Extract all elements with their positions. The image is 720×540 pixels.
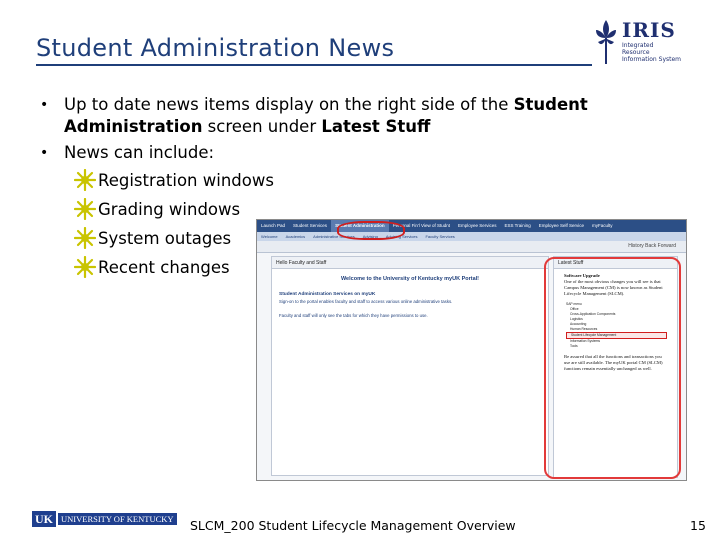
- subtab-advising-services[interactable]: Advising Services: [385, 234, 418, 239]
- tree-node: Accounting: [570, 322, 587, 326]
- iris-flower-icon: [592, 16, 620, 66]
- highlight-circle: [337, 221, 405, 240]
- iris-logo: [592, 14, 692, 70]
- list-item: [74, 195, 274, 224]
- tree-node: Cross-Application Components: [570, 312, 616, 316]
- tree-node: Office: [570, 307, 579, 311]
- portal-sub-nav: [257, 232, 686, 241]
- title-underline: [36, 64, 592, 66]
- starburst-icon: [74, 198, 96, 220]
- page-number: 15: [690, 518, 706, 533]
- tree-node: Human Resources: [570, 327, 598, 331]
- faculty-note: Faculty and staff will only see the tabs for which they have permissions to use.: [279, 313, 428, 318]
- tree-node: Logistics: [570, 317, 583, 321]
- slide-title: Student Administration News: [36, 34, 395, 62]
- bullet-dot: •: [40, 145, 49, 161]
- news-text: Be assured that all the functions and transactions you use are still available. The myUK portal CM (SLCM) functions remain essentially unchanged as well.: [564, 354, 663, 371]
- tree-node: Information Systems: [570, 339, 601, 343]
- bullet-text: Up to date news items display on the right side of the: [64, 95, 514, 114]
- subtab-welcome[interactable]: Welcome: [261, 234, 278, 239]
- tab-personal-view[interactable]: Personal Fin'l View of Studnt: [392, 223, 450, 228]
- bullet-bold: Latest Stuff: [321, 117, 431, 136]
- tab-myfaculty[interactable]: myFaculty: [592, 223, 613, 228]
- tree-node: SAP menu: [566, 302, 582, 306]
- history-nav-buttons[interactable]: History Back Forward: [628, 243, 676, 249]
- pane-header: Hello Faculty and Staff: [272, 257, 548, 269]
- news-types-list: [74, 166, 274, 282]
- tab-ess-training[interactable]: ESS Training: [504, 223, 531, 228]
- subtab-administrative-services[interactable]: Administrative Services: [313, 234, 355, 239]
- bullet-item: [40, 142, 640, 164]
- tree-node: Tools: [570, 344, 578, 348]
- uk-logo-name: UNIVERSITY OF KENTUCKY: [58, 513, 177, 525]
- portal-main-nav: [257, 220, 686, 232]
- welcome-pane: [271, 256, 549, 476]
- welcome-heading: Welcome to the University of Kentucky myUK Portal!: [340, 276, 480, 282]
- pane-header: Latest Stuff: [554, 257, 677, 269]
- tab-employee-self-service[interactable]: Employee Self Service: [538, 223, 585, 228]
- bullet-bold: Student Administration: [64, 95, 588, 136]
- list-item: [74, 166, 274, 195]
- tab-launch-pad[interactable]: Launch Pad: [261, 223, 286, 228]
- tree-node-selected: Student Lifecycle Management: [566, 332, 667, 339]
- logo-subtitle: Integrated Resource Information System: [622, 42, 682, 63]
- uk-logo-mark: UK: [32, 511, 56, 527]
- subtab-faculty-services[interactable]: Faculty Services: [425, 234, 455, 239]
- list-item-label: Registration windows: [98, 171, 274, 190]
- starburst-icon: [74, 169, 96, 191]
- news-text: One of the most obvious changes you will see is that Campus Management (CM) is now known as Student Lifecycle Management (SLCM).: [564, 279, 663, 296]
- bullet-item: [40, 94, 640, 138]
- subtab-academics[interactable]: Academics: [285, 234, 306, 239]
- bullet-list: [40, 94, 640, 168]
- bullet-dot: •: [40, 97, 49, 113]
- sas-description: Sign-on to the portal enables faculty and staff to access various online administrative tasks.: [279, 299, 453, 304]
- logo-wordmark: IRIS: [622, 18, 676, 42]
- portal-screenshot: [256, 219, 687, 481]
- news-heading: Software Upgrade: [564, 273, 600, 278]
- list-item-label: Recent changes: [98, 258, 230, 277]
- subtab-advising[interactable]: Advising: [362, 234, 378, 239]
- university-logo: [32, 511, 180, 527]
- starburst-icon: [74, 256, 96, 278]
- tab-student-administration[interactable]: Student Administration: [331, 220, 389, 232]
- highlight-outline: [544, 257, 681, 479]
- tab-student-services[interactable]: Student Services: [293, 223, 328, 228]
- tab-employee-services[interactable]: Employee Services: [457, 223, 497, 228]
- portal-toolbar: [257, 241, 686, 253]
- list-item: [74, 224, 274, 253]
- bullet-text: News can include:: [64, 143, 215, 162]
- footer-caption: SLCM_200 Student Lifecycle Management Overview: [190, 518, 516, 533]
- sas-heading: Student Administration Services on myUK: [279, 292, 376, 297]
- list-item-label: Grading windows: [98, 200, 241, 219]
- starburst-icon: [74, 227, 96, 249]
- list-item: [74, 253, 274, 282]
- list-item-label: System outages: [98, 229, 232, 248]
- bullet-text: screen under: [202, 117, 322, 136]
